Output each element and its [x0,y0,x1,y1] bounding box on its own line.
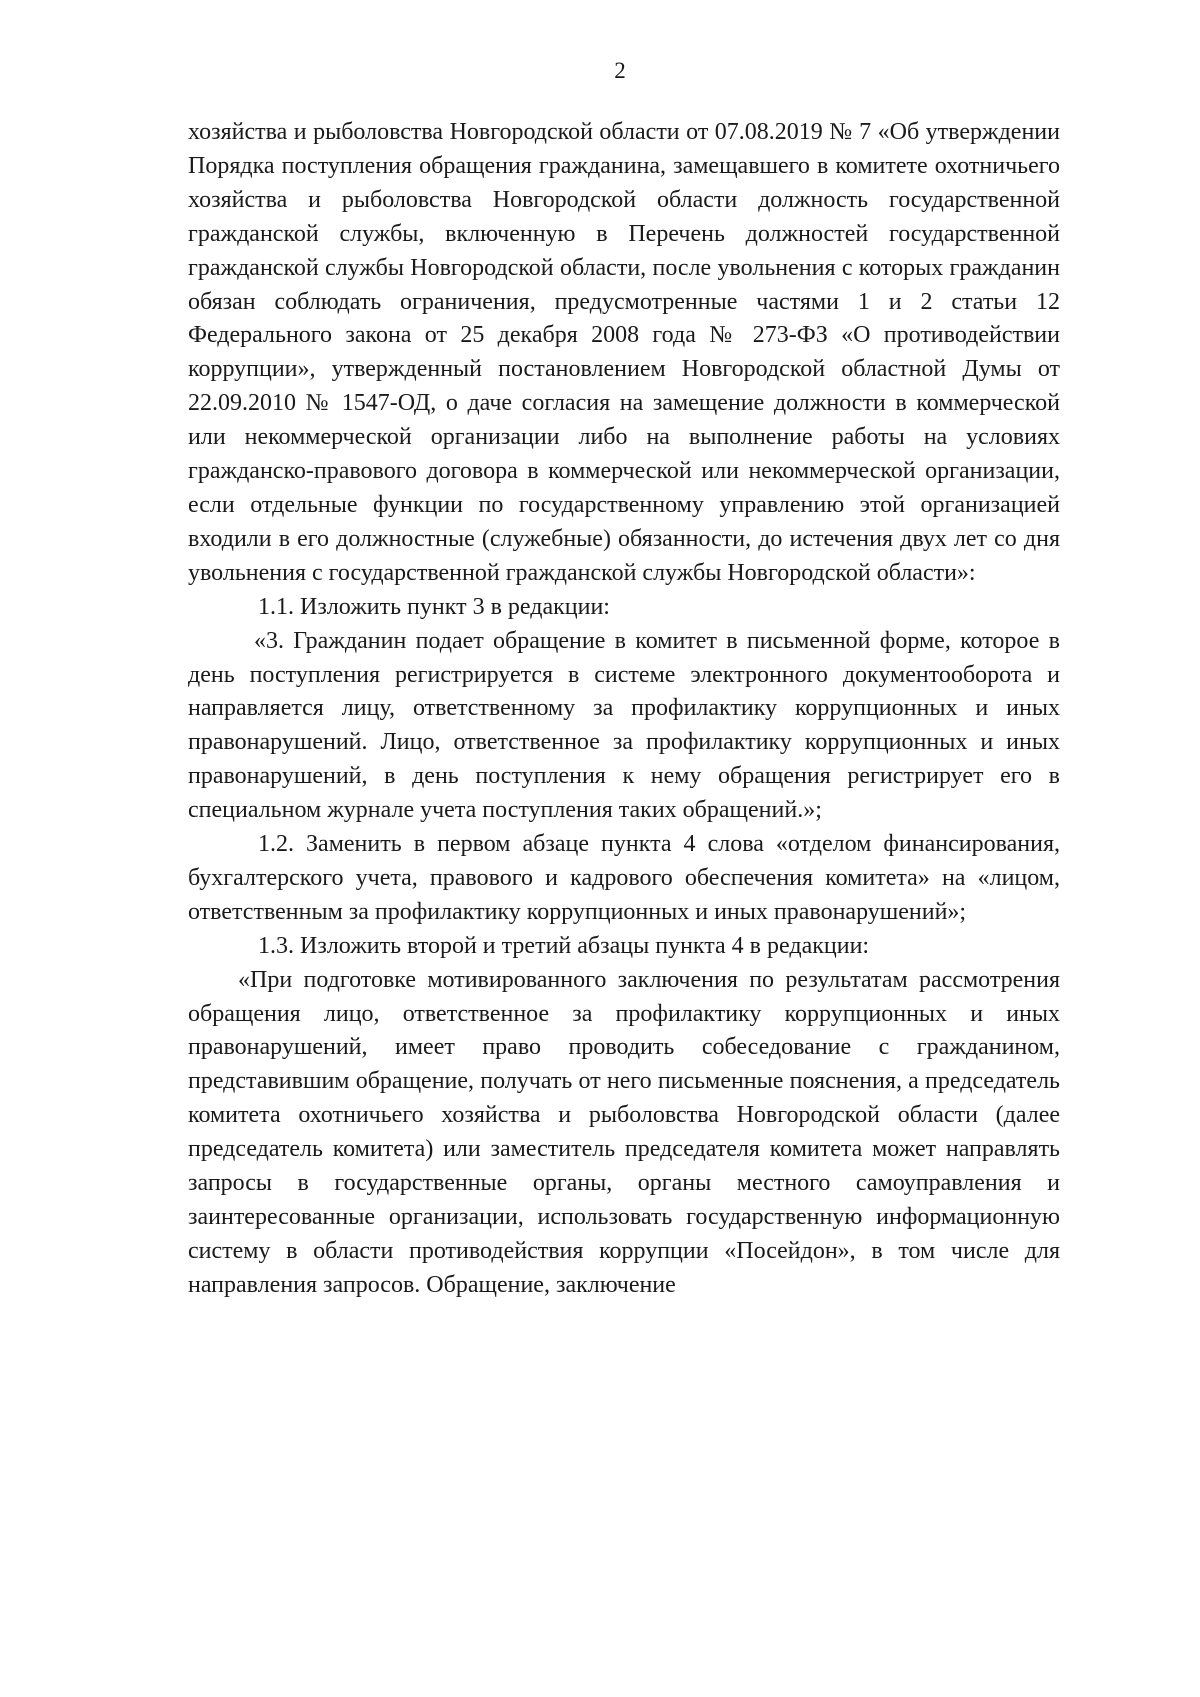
paragraph-quote-item-3: «3. Гражданин подает обращение в комитет в письменной форме, которое в день поступления регистрируется в системе электронного документооборота и направляется лицу, ответственному за профилактику коррупционных и иных правонарушений. Лицо, ответственное за профилактику коррупционных и иных правонарушений, в день поступления к нему обращения регистрирует его в специальном журнале учета поступления таких обращений.»; [188,627,1060,824]
page-number: 2 [614,58,626,83]
paragraph-continuation: хозяйства и рыболовства Новгородской области от 07.08.2019 № 7 «Об утверждении Порядка поступления обращения гражданина, замещавшего в комитете охотничьего хозяйства и рыболовства Новгородской области должность государственной гражданской службы, включенную в Перечень должностей государственной гражданской службы Новгородской области, после увольнения с которых гражданин обязан соблюдать ограничения, предусмотренные частями 1 и 2 статьи 12 Федерального закона от 25 декабря 2008 года № 273-ФЗ «О противодействии коррупции», утвержденный постановлением Новгородской областной Думы от 22.09.2010 № 1547-ОД, о даче согласия на замещение должности в коммерческой или некоммерческой организации либо на выполнение работы на условиях гражданско-правового договора в коммерческой или некоммерческой организации, если отдельные функции по государственному управлению этой организацией входили в его должностные (служебные) обязанности, до истечения двух лет со дня увольнения с государственной гражданской службы Новгородской области»: [188,119,1060,586]
paragraph-item-1-2: 1.2. Заменить в первом абзаце пункта 4 слова «отделом финансирования, бухгалтерского учета, правового и кадрового обеспечения комитета» на «лицом, ответственным за профилактику коррупционных и иных правонарушений»; [188,831,1060,925]
paragraph-item-1-1: 1.1. Изложить пункт 3 в редакции: [258,593,610,620]
paragraph-quote-item-4: «При подготовке мотивированного заключения по результатам рассмотрения обращения лицо, ответственное за профилактику коррупционных и иных правонарушений, имеет право проводить собеседование с гражданином, представившим обращение, получать от него письменные пояснения, а председатель комитета охотничьего хозяйства и рыболовства Новгородской области (далее председатель комитета) или заместитель председателя комитета может направлять запросы в государственные органы, органы местного самоуправления и заинтересованные организации, использовать государственную информационную систему в области противодействия коррупции «Посейдон», в том числе для направления запросов. Обращение, заключение [188,966,1060,1298]
paragraph-item-1-3: 1.3. Изложить второй и третий абзацы пункта 4 в редакции: [258,932,870,959]
document-body [188,116,1060,1303]
